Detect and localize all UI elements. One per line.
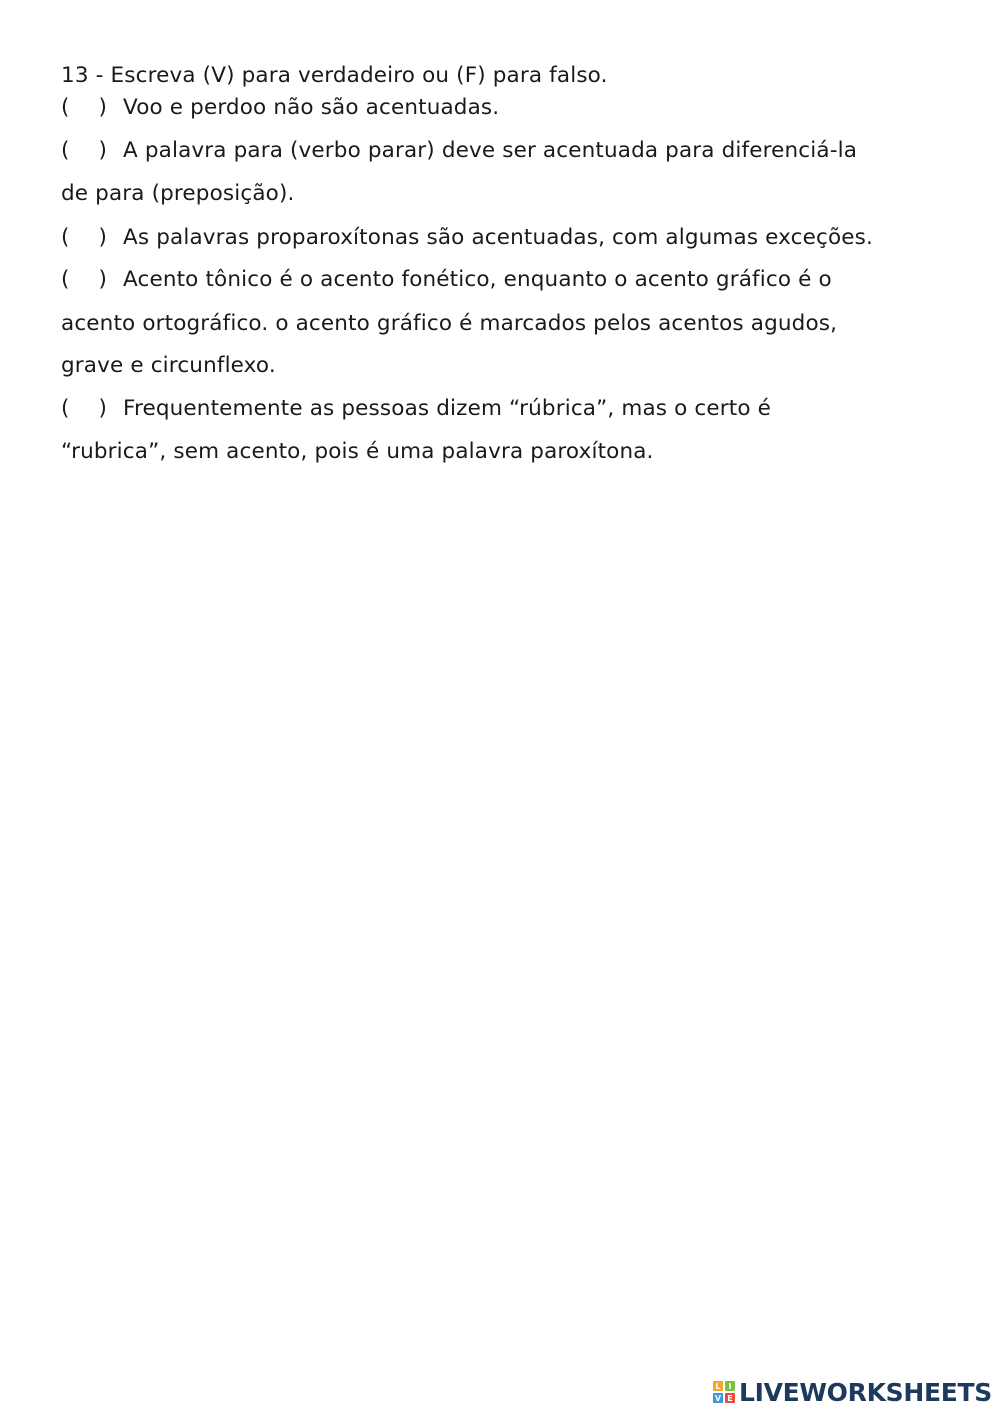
statement-text: Frequentemente as pessoas dizem “rúbrica”, mas o certo é <box>123 396 772 421</box>
statement-text-continued: acento ortográfico. o acento gráfico é marcados pelos acentos agudos, <box>61 311 838 336</box>
logo-tile: L <box>713 1381 723 1391</box>
question-title: 13 - Escreva (V) para verdadeiro ou (F) para falso. <box>61 63 608 88</box>
answer-box[interactable]: ( ) <box>61 267 108 292</box>
statement-text-continued: grave e circunflexo. <box>61 353 276 378</box>
liveworksheets-logo <box>713 1377 992 1407</box>
logo-tile: I <box>725 1381 735 1391</box>
logo-tile: V <box>714 1393 722 1403</box>
answer-box[interactable]: ( ) <box>61 138 108 163</box>
answer-box[interactable]: ( ) <box>61 396 108 421</box>
answer-box[interactable]: ( ) <box>61 95 108 120</box>
statement-text: A palavra para (verbo parar) deve ser acentuada para diferenciá-la <box>123 138 858 163</box>
liveworksheets-logo-icon <box>713 1381 735 1403</box>
answer-box[interactable]: ( ) <box>61 225 108 250</box>
statement-text: As palavras proparoxítonas são acentuadas, com algumas exceções. <box>123 225 874 250</box>
brand-wordmark: LIVEWORKSHEETS <box>738 1377 992 1407</box>
statement-text: Acento tônico é o acento fonético, enquanto o acento gráfico é o <box>123 267 832 292</box>
logo-tile: E <box>725 1393 735 1403</box>
statement-text-continued: de para (preposição). <box>61 181 295 206</box>
statement-text: Voo e perdoo não são acentuadas. <box>123 95 500 120</box>
statement-text-continued: “rubrica”, sem acento, pois é uma palavra paroxítona. <box>61 439 654 464</box>
